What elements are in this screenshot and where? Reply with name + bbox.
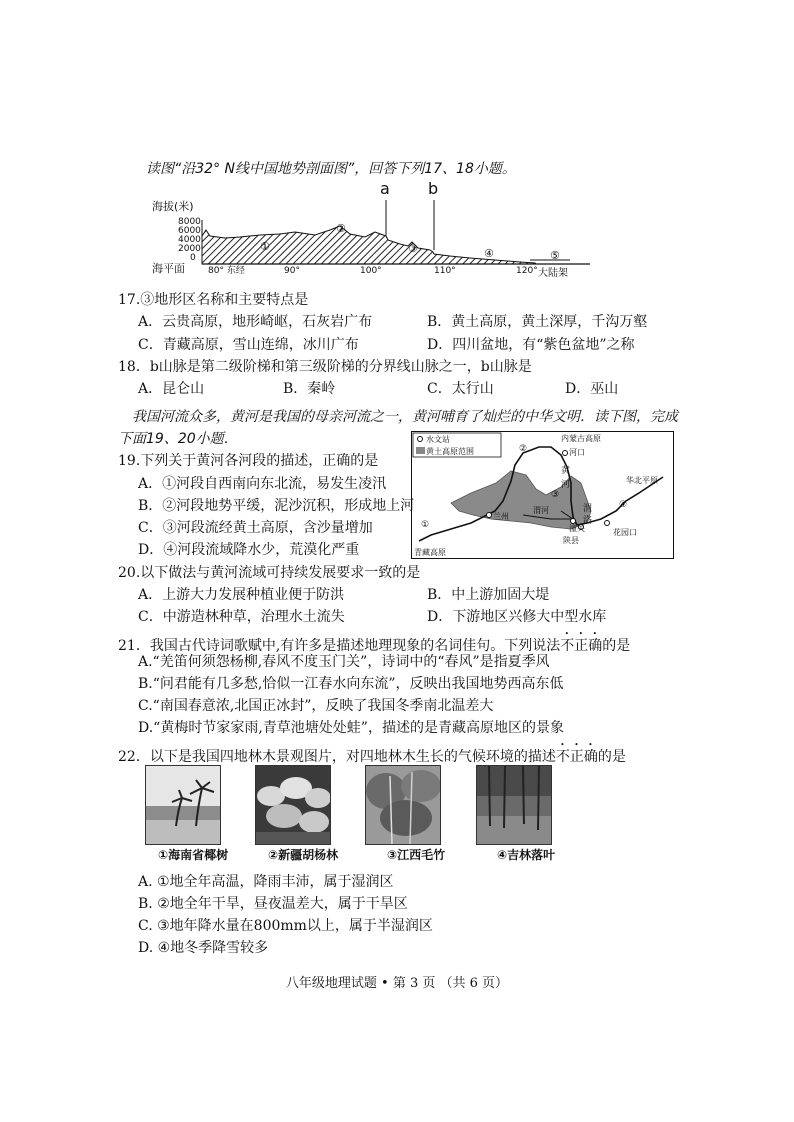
q17-option-d: D．四川盆地，有“紫色盆地”之称 <box>427 337 635 353</box>
q22-option-c: C. ③地年降水量在800mm以上，属于半湿润区 <box>138 918 433 934</box>
q19-stem: 19.下列关于黄河各河段的描述，正确的是 <box>118 453 379 469</box>
region-label: ④ <box>484 247 494 260</box>
q17-stem: 17.③地形区名称和主要特点是 <box>118 292 309 308</box>
q19-option-a: A．①河段自西南向东北流，易发生凌汛 <box>138 476 387 492</box>
q18-option-b: B．秦岭 <box>283 381 336 397</box>
q21-stem-pre: 21．我国古代诗词歌赋中,有许多是描述地理现象的名词佳句。下列说法 <box>118 638 561 654</box>
hekou-station <box>563 451 568 456</box>
caption-hainan: ①海南省椰树 <box>158 848 229 862</box>
huayuankou-label: 花园口 <box>613 528 637 537</box>
hekou-label: 河口 <box>569 448 585 457</box>
region-label: ⑤ <box>550 249 560 262</box>
photo-xinjiang-poplar <box>255 765 331 845</box>
region-label: ① <box>260 240 270 253</box>
q17-option-c: C．青藏高原，雪山连绵，冰川广布 <box>138 337 359 353</box>
peak-a-label: a <box>380 180 390 198</box>
region-label: ② <box>336 222 346 235</box>
tongguan-station <box>571 519 576 524</box>
y-tick: 6000 <box>178 226 201 236</box>
y-tick: 8000 <box>178 217 201 227</box>
q21-option-a: A.“羌笛何须怨杨柳,春风不度玉门关”，诗词中的“春风”是指夏季风 <box>138 654 550 670</box>
y-tick: 0 <box>190 253 196 263</box>
q17-option-b: B．黄土高原，黄土深厚，千沟万壑 <box>427 314 648 330</box>
q21-option-b: B.“问君能有几多愁,恰似一江春水向东流”，反映出我国地势西高东低 <box>138 676 564 692</box>
intro-yellow-river-2: 下面19、20小题． <box>118 431 238 447</box>
q19-option-d: D．④河段流域降水少，荒漠化严重 <box>138 542 360 558</box>
inner-mongolia-label: 内蒙古高原 <box>561 434 601 443</box>
x-tick: 80° 东经 <box>208 266 245 276</box>
caption-xinjiang: ②新疆胡杨林 <box>268 848 339 862</box>
q18-option-c: C．太行山 <box>427 381 494 397</box>
he-label: 河 <box>561 480 571 490</box>
sea-level-label: 海平面 <box>152 262 185 275</box>
huayuankou-station <box>605 521 610 526</box>
page-footer: 八年级地理试题 • 第 3 页 （共 6 页） <box>285 976 509 991</box>
legend-loess-label: 黄土高原范围 <box>426 447 474 456</box>
y-tick: 4000 <box>178 235 201 245</box>
shanxian-label: 陕县 <box>563 536 579 545</box>
photo-jilin-deciduous <box>476 765 552 845</box>
qinghai-tibet-label: 青藏高原 <box>414 548 446 557</box>
yellow-river-map <box>411 431 674 559</box>
q22-option-d: D. ④地冬季降雪较多 <box>138 940 269 956</box>
terrain-profile-diagram <box>150 180 600 280</box>
q18-stem: 18．b山脉是第二级阶梯和第三级阶梯的分界线山脉之一，b山脉是 <box>118 359 532 375</box>
weihe-label: 渭河 <box>533 506 549 515</box>
y-tick: 2000 <box>178 244 201 254</box>
region-label: ③ <box>408 242 418 255</box>
x-tick: 90° <box>284 266 300 276</box>
caption-jiangxi: ③江西毛竹 <box>387 848 446 862</box>
shelf-label: 大陆架 <box>538 268 568 279</box>
q19-option-c: C．③河段流经黄土高原，含沙量增加 <box>138 520 373 536</box>
q17-option-a: A．云贵高原，地形崎岖，石灰岩广布 <box>138 314 373 330</box>
q21-stem <box>118 630 630 655</box>
tongguan-label: 潼关 <box>569 524 585 533</box>
segment-label: ① <box>421 520 430 530</box>
peak-b-label: b <box>428 180 439 198</box>
q19-option-b: B．②河段地势平缓，泥沙沉积，形成地上河 <box>138 498 415 514</box>
q20-option-a: A．上游大力发展种植业便于防洪 <box>138 587 345 603</box>
x-tick: 100° <box>360 266 382 276</box>
legend-station-label: 水文站 <box>426 435 450 444</box>
caption-jilin: ④吉林落叶 <box>497 848 556 862</box>
x-tick: 120° <box>516 266 538 276</box>
lanzhou-label: 兰州 <box>493 512 509 521</box>
y-axis-title: 海拔(米) <box>152 200 194 213</box>
x-tick: 110° <box>434 266 456 276</box>
photo-hainan-palms <box>145 765 221 845</box>
q20-option-d: D．下游地区兴修大中型水库 <box>427 609 607 625</box>
q22-stem-post: 的是 <box>597 749 626 765</box>
huang-label: 黄 <box>561 466 571 476</box>
q18-option-a: A．昆仑山 <box>138 381 205 397</box>
q22-option-b: B. ②地全年干旱，昼夜温差大，属于干旱区 <box>138 896 408 912</box>
segment-label: ④ <box>619 500 628 510</box>
segment-label: ② <box>519 444 528 454</box>
q22-stem <box>118 741 626 766</box>
intro-yellow-river-1: 我国河流众多，黄河是我国的母亲河流之一，黄河哺育了灿烂的中华文明．读下图，完成 <box>132 409 678 425</box>
huabei-label: 华北平原 <box>626 476 658 485</box>
photo-jiangxi-bamboo <box>365 765 441 845</box>
q18-option-d: D．巫山 <box>565 381 619 397</box>
segment-label: ③ <box>551 490 560 500</box>
q20-option-c: C．中游造林种草，治理水土流失 <box>138 609 345 625</box>
q21-option-c: C.“南国春意浓,北国正冰封”，反映了我国冬季南北温差大 <box>138 698 494 714</box>
q22-stem-emph: 不正确 <box>555 749 598 765</box>
wei-label: 渭 <box>583 504 593 514</box>
q22-stem-pre: 22．以下是我国四地林木景观图片，对四地林木生长的气候环境的描述 <box>118 749 556 765</box>
q20-stem: 20.以下做法与黄河流域可持续发展要求一致的是 <box>118 565 421 581</box>
intro-profile: 读图“沿32° N线中国地势剖面图”，回答下列17、18小题。 <box>146 161 516 177</box>
lanzhou-station <box>487 513 492 518</box>
luo-label: 洛 <box>583 516 593 526</box>
q21-option-d: D.“黄梅时节家家雨,青草池塘处处蛙”，描述的是青藏高原地区的景象 <box>138 720 564 736</box>
q20-option-b: B．中上游加固大堤 <box>427 587 550 603</box>
q21-stem-post: 的是 <box>602 638 631 654</box>
q21-stem-emph: 不正确 <box>560 638 603 654</box>
q22-option-a: A. ①地全年高温，降雨丰沛，属于湿润区 <box>138 874 394 890</box>
